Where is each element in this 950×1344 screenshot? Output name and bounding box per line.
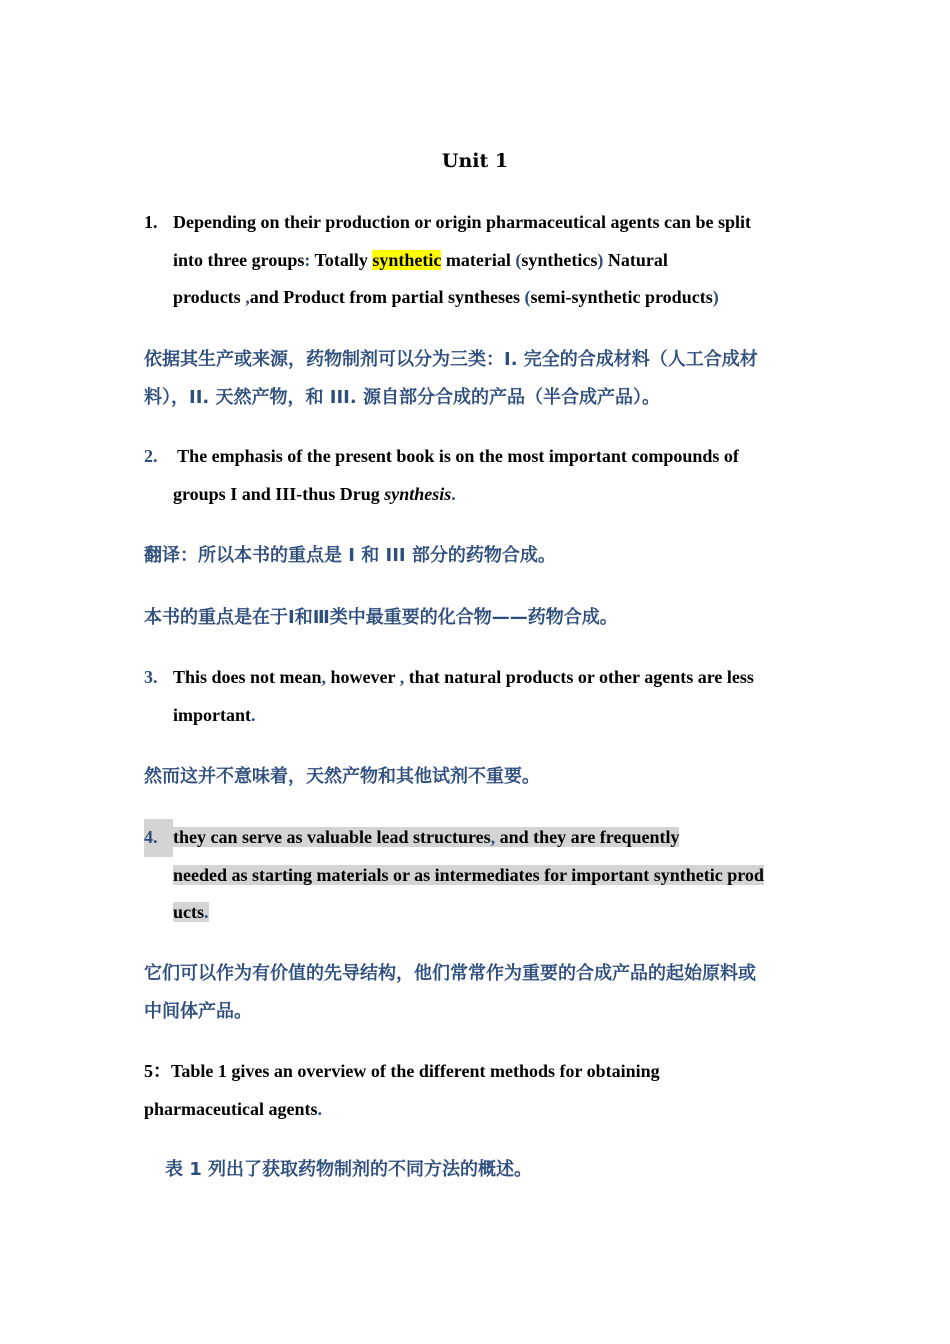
text-span: important xyxy=(173,704,251,725)
paragraph-1-line-3 xyxy=(144,279,814,317)
chinese-line: 它们可以作为有价值的先导结构，他们常常作为重要的合成产品的起始原料或 xyxy=(144,963,756,984)
chinese-line: 翻译：所以本书的重点是 I 和 III 部分的药物合成。 xyxy=(144,545,556,566)
chinese-line: 依据其生产或来源，药物制剂可以分为三类：I. 完全的合成材料（人工合成材 xyxy=(144,349,758,370)
text-span: , xyxy=(245,287,250,307)
text-span: and Product from partial syntheses xyxy=(249,287,525,307)
text-span: ) xyxy=(712,287,719,307)
text-span: semi-synthetic products xyxy=(530,287,713,307)
highlighted-text: they can serve as valuable lead structures xyxy=(173,827,491,847)
chinese-line: 本书的重点是在于Ⅰ和Ⅲ类中最重要的化合物——药物合成。 xyxy=(144,607,618,628)
text-span: . xyxy=(251,704,256,725)
paragraph-4-line-3 xyxy=(144,894,814,932)
text-span: . xyxy=(451,483,456,504)
text-span: pharmaceutical agents xyxy=(144,1098,318,1119)
paragraph-4-chinese xyxy=(144,955,814,1030)
paragraph-2-line-1 xyxy=(144,438,814,476)
highlighted-text: ucts xyxy=(173,902,204,922)
paragraph-1-chinese xyxy=(144,341,814,416)
text-span: however xyxy=(326,667,400,687)
paragraph-5-chinese xyxy=(165,1151,835,1189)
highlighted-word: synthetic xyxy=(372,249,442,270)
chinese-line: 中间体产品。 xyxy=(144,1000,252,1022)
text-span: This does not mean xyxy=(173,667,322,687)
text-span: . xyxy=(317,1098,322,1119)
chinese-line: 料），II. 天然产物，和 III. 源自部分合成的产品（半合成产品）。 xyxy=(144,386,660,408)
paragraph-5-line-1: 5：Table 1 gives an overview of the different methods for obtaining xyxy=(144,1061,660,1081)
paragraph-3-line-2 xyxy=(144,697,814,735)
paragraph-1-line-1 xyxy=(144,204,814,242)
text-span: Natural xyxy=(603,249,668,270)
list-number-1: 1. xyxy=(144,212,158,232)
text-span: groups I and III-thus Drug xyxy=(173,483,385,504)
paragraph-4-english xyxy=(144,819,814,932)
text-span: into three groups xyxy=(173,249,305,270)
text-span: ( xyxy=(515,249,522,270)
paragraph-1-line-2 xyxy=(144,242,814,280)
highlighted-text: and they are frequently xyxy=(495,827,680,847)
paragraph-5-line-2 xyxy=(144,1091,814,1129)
text-span: , xyxy=(399,667,405,687)
text-span: , xyxy=(321,667,327,687)
list-number-4: 4. xyxy=(144,819,173,857)
list-number-3: 3. xyxy=(144,667,158,687)
text-span: that natural products or other agents are less xyxy=(404,667,754,687)
paragraph-4-line-2 xyxy=(144,857,814,895)
highlighted-text: needed as starting materials or as intermediates for important synthetic prod xyxy=(173,864,764,885)
text-span: ( xyxy=(524,287,531,307)
text-span: material xyxy=(441,249,516,270)
paragraph-1-english xyxy=(144,204,814,317)
italic-word: synthesis xyxy=(384,483,452,504)
paragraph-5-english xyxy=(144,1053,814,1128)
paragraph-2-english xyxy=(144,438,814,513)
list-number-2: 2. xyxy=(144,446,158,466)
highlighted-text: , xyxy=(490,827,496,847)
paragraph-3-english xyxy=(144,659,814,734)
page-title: Unit 1 xyxy=(441,150,509,172)
highlighted-text: . xyxy=(204,902,209,922)
chinese-line: 表 1 列出了获取药物制剂的不同方法的概述。 xyxy=(165,1159,533,1180)
text-span: : xyxy=(304,249,311,270)
text-span: synthetics xyxy=(521,249,598,270)
text-span: Totally xyxy=(310,249,373,270)
paragraph-2-line-2 xyxy=(144,476,814,514)
text-span: The emphasis of the present book is on the most important compounds of xyxy=(173,446,739,466)
chinese-line: 然而这并不意味着，天然产物和其他试剂不重要。 xyxy=(144,766,540,787)
text-span: ) xyxy=(597,249,604,270)
text-span: products xyxy=(173,287,246,307)
paragraph-2-chinese-1 xyxy=(144,537,814,575)
text-span: Depending on their production or origin pharmaceutical agents can be split xyxy=(173,212,752,232)
paragraph-2-chinese-2 xyxy=(144,599,814,637)
paragraph-4-line-1 xyxy=(144,819,814,857)
paragraph-3-line-1 xyxy=(144,659,814,697)
paragraph-3-chinese xyxy=(144,758,814,796)
